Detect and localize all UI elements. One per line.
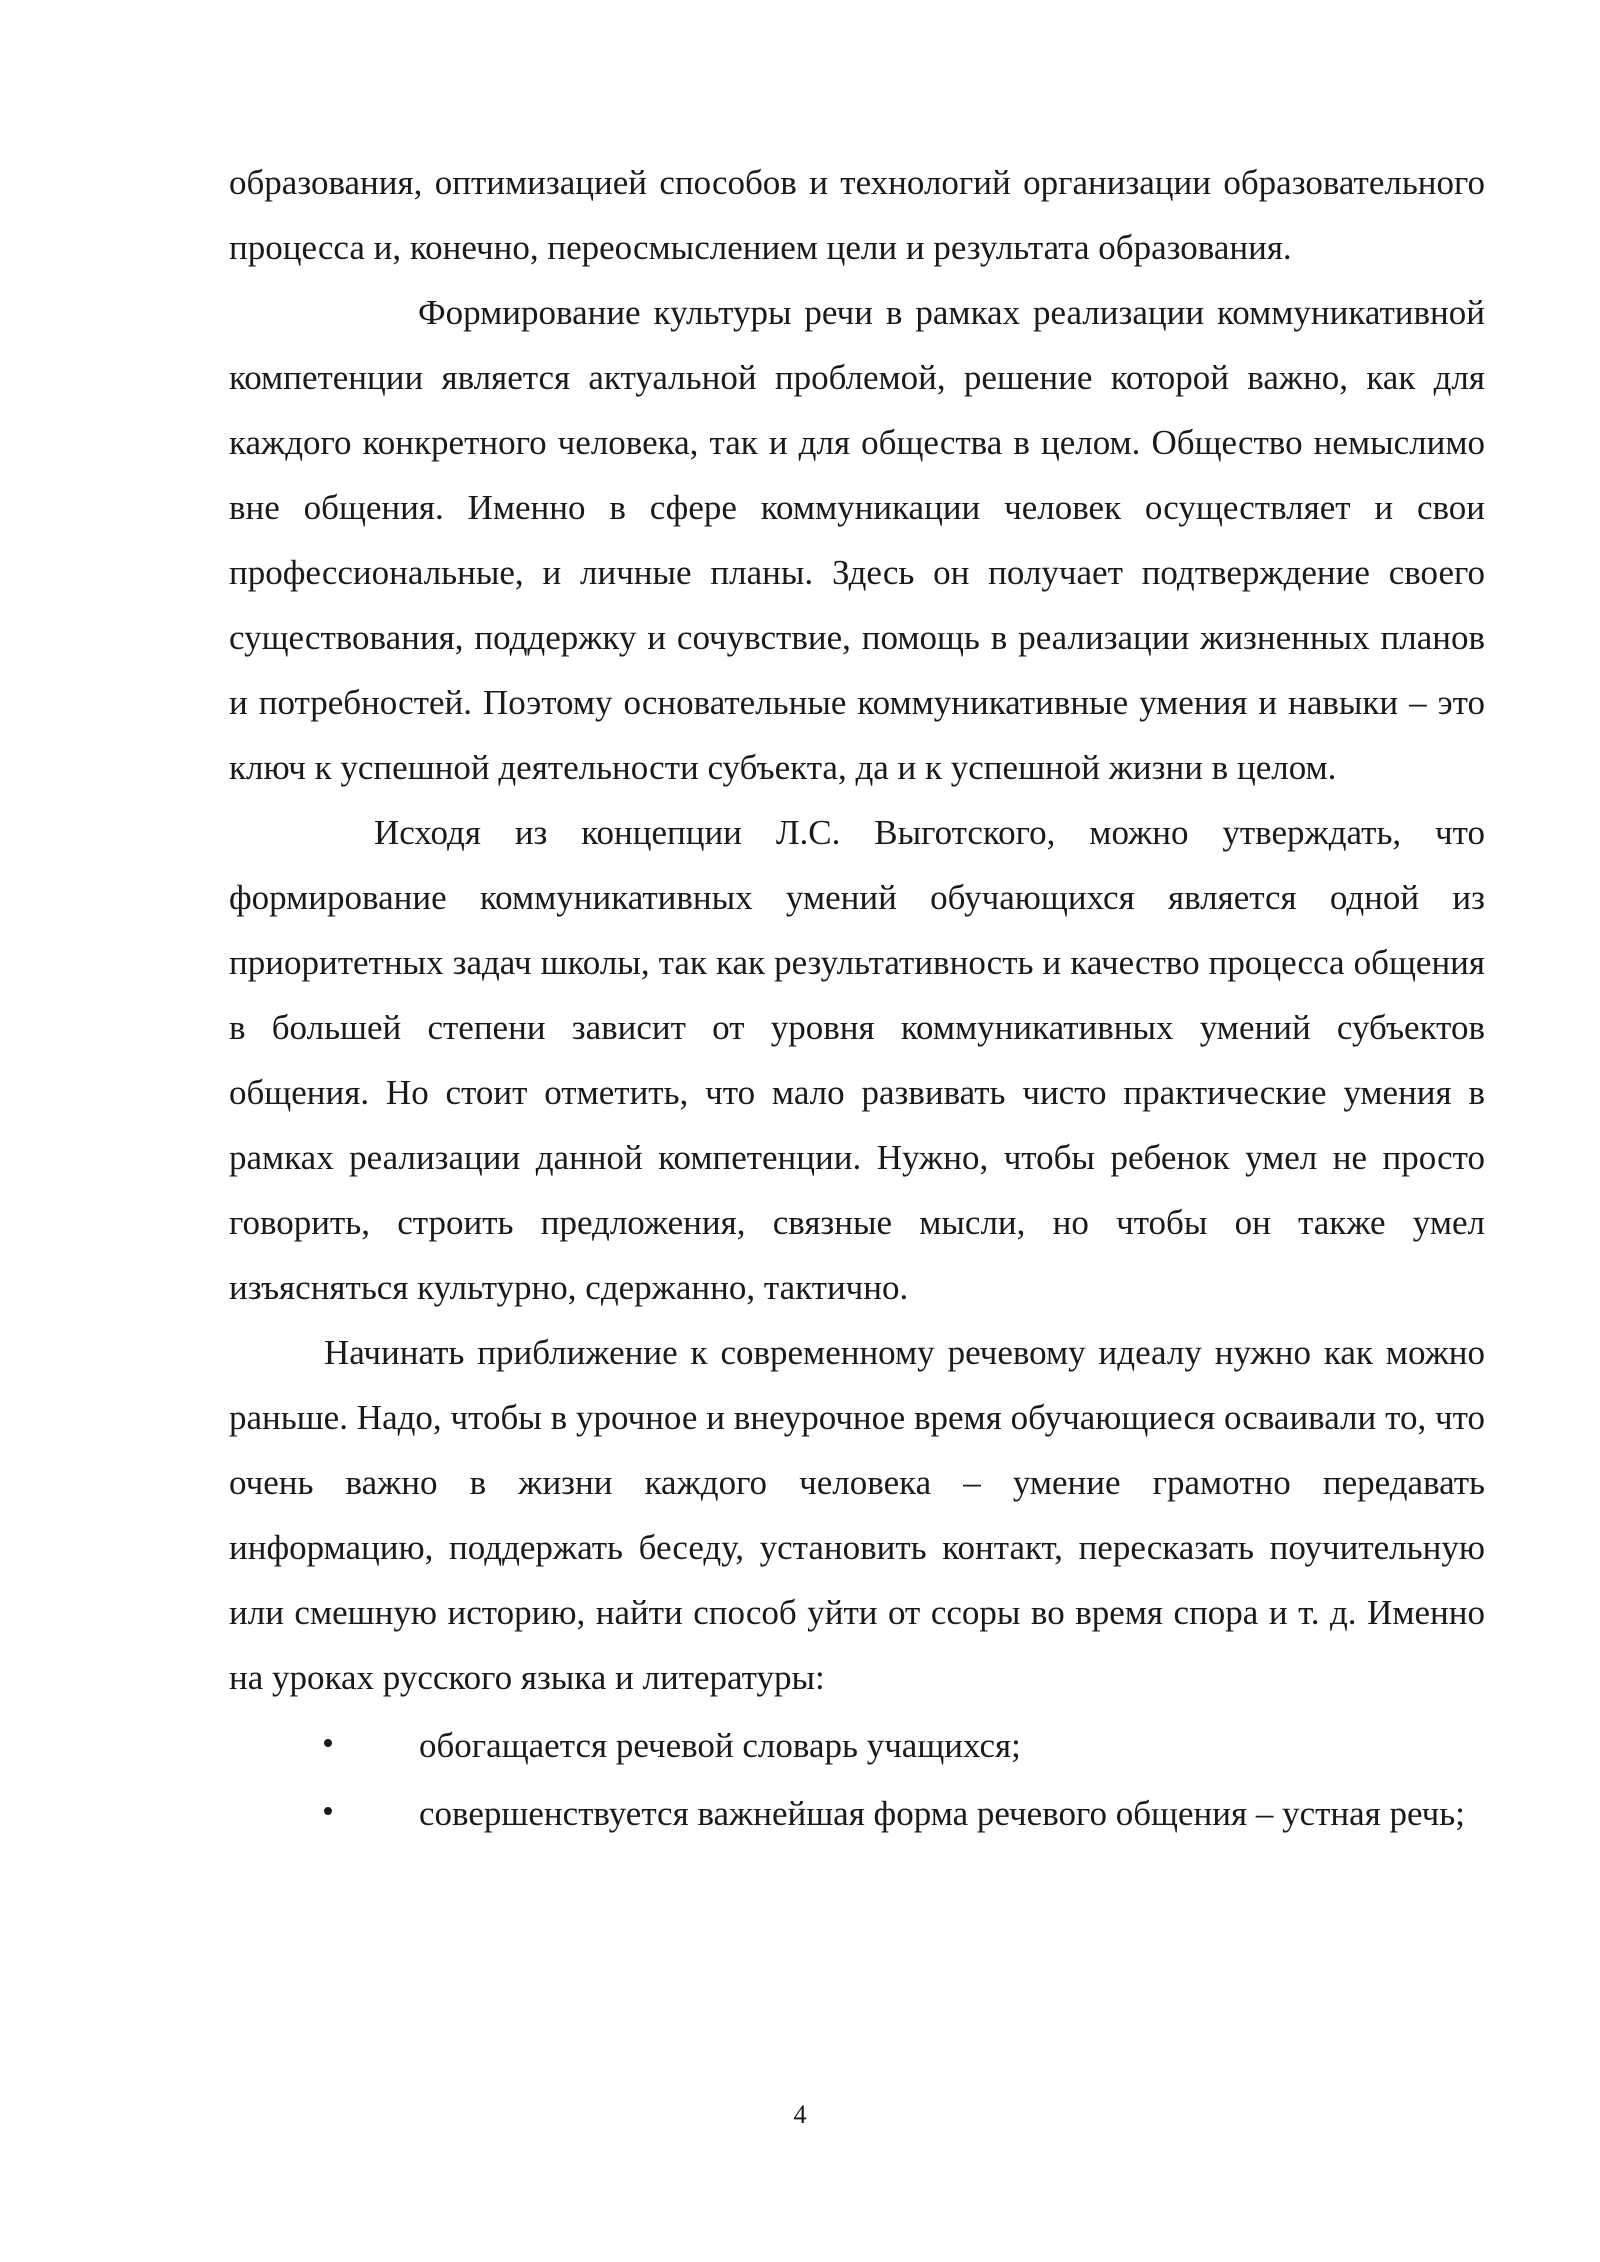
paragraph-speech-ideal: Начинать приближение к современному речевому идеалу нужно как можно раньше. Надо, чтобы в урочное и внеурочное время обучающиеся осваивали то, что очень важно в жизни каждого человека – умение грамотно передавать информацию, поддержать беседу, установить контакт, пересказать поучительную или смешную историю, найти способ уйти от ссоры во время спора и т. д. Именно на уроках русского языка и литературы: — [229, 1333, 1485, 1697]
paragraph-vygotsky: Исходя из концепции Л.С. Выготского, можно утверждать, что формирование коммуникативных умений обучающихся является одной из приоритетных задач школы, так как результативность и качество процесса общения в большей степени зависит от уровня коммуникативных умений субъектов общения. Но стоит отметить, что мало развивать чисто практические умения в рамках реализации данной компетенции. Нужно, чтобы ребенок умел не просто говорить, строить предложения, связные мысли, но чтобы он также умел изъясняться культурно, сдержанно, тактично. — [229, 813, 1485, 1307]
paragraph-continuation: образования, оптимизацией способов и технологий организации образовательного процесса и, конечно, переосмыслением цели и результата образования. — [229, 163, 1485, 267]
page-number: 4 — [793, 2100, 807, 2129]
paragraph-speech-culture: Формирование культуры речи в рамках реализации коммуникативной компетенции является актуальной проблемой, решение которой важно, как для каждого конкретного человека, так и для общества в целом. Общество немыслимо вне общения. Именно в сфере коммуникации человек осуществляет и свои профессиональные, и личные планы. Здесь он получает подтверждение своего существования, поддержку и сочувствие, помощь в реализации жизненных планов и потребностей. Поэтому основательные коммуникативные умения и навыки – это ключ к успешной деятельности субъекта, да и к успешной жизни в целом. — [229, 293, 1485, 787]
bullet-dot-icon — [324, 1807, 332, 1815]
page-body — [229, 150, 1485, 1846]
bullet-dot-icon — [324, 1739, 332, 1747]
bullet-text: обогащается речевой словарь учащихся; — [419, 1726, 1021, 1765]
bullet-text: совершенствуется важнейшая форма речевого общения – устная речь; — [419, 1794, 1465, 1833]
bullet-item-vocabulary — [229, 1713, 1485, 1778]
bullet-item-oral-speech — [229, 1781, 1485, 1846]
